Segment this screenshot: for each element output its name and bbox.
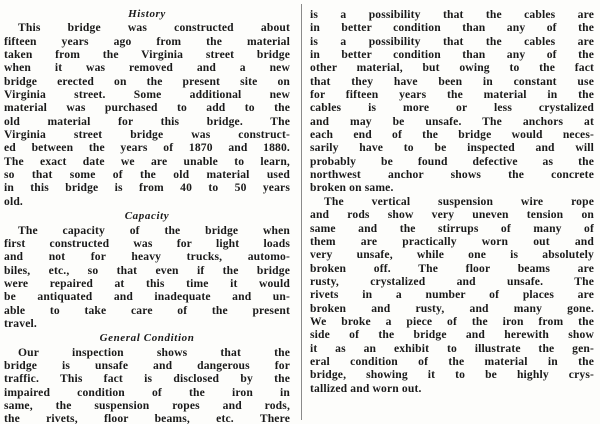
cables-line: and may be unsafe. The anchors at <box>310 114 594 128</box>
cables-line: probably be found defective as the <box>310 154 594 168</box>
history-line: taken from the Virginia street bridge <box>4 48 290 62</box>
general-condition-line: impaired condition of the iron in <box>4 385 290 399</box>
capacity-line: were repaired at this time it would <box>4 276 290 290</box>
suspension-line: We broke a piece of the iron from the <box>310 314 594 328</box>
cables-paragraph <box>310 8 594 195</box>
history-line: so that some of the old material used <box>4 168 290 182</box>
general-condition-line: Our inspection shows that the <box>18 345 290 359</box>
capacity-line: and not for heavy trucks, automo- <box>4 250 290 264</box>
general-condition-line: bridge is unsafe and dangerous for <box>4 358 290 372</box>
section-heading-capacity: Capacity <box>124 210 170 223</box>
history-line: material was purchased to add to the <box>4 101 290 115</box>
suspension-line: tallized and worn out. <box>310 381 422 395</box>
history-line: ed between the years of 1870 and 1880. <box>4 141 290 155</box>
cables-line: northwest anchor shows the concrete <box>310 168 594 182</box>
cables-line: other material, but owing to the fact <box>310 61 594 75</box>
section-heading-general-condition: General Condition <box>99 332 195 345</box>
history-line: when it was removed and a new <box>4 61 290 75</box>
cables-line: cables is more or less crystalized <box>310 101 594 115</box>
history-line: bridge erected on the present site on <box>4 74 290 88</box>
cables-line: each end of the bridge would neces- <box>310 128 594 142</box>
suspension-line: side of the bridge and herewith show <box>310 328 594 342</box>
cables-line: for fifteen years the material in the <box>310 88 594 102</box>
left-column <box>4 8 290 426</box>
history-line: Virginia street. Some additional new <box>4 88 290 102</box>
suspension-line: rivets in a number of places are <box>310 288 594 302</box>
history-line: in this bridge is from 40 to 50 years <box>4 181 290 195</box>
section-heading-history: History <box>128 8 166 20</box>
suspension-line: The vertical suspension wire rope <box>324 194 594 208</box>
cables-line: in better condition than any of the <box>310 21 594 35</box>
suspension-line: same and the stirrups of many of <box>310 221 594 235</box>
capacity-line: travel. <box>4 316 37 330</box>
cables-line: broken on same. <box>310 181 394 195</box>
suspension-paragraph <box>310 195 594 395</box>
history-line: This bridge was constructed about <box>18 21 290 35</box>
capacity-line: first constructed was for light loads <box>4 236 290 250</box>
capacity-line: The capacity of the bridge when <box>18 223 290 237</box>
history-line: old. <box>4 194 23 208</box>
general-condition-paragraph <box>4 346 290 426</box>
history-line: The exact date we are unable to learn, <box>4 154 290 168</box>
suspension-line: them are practically worn out and <box>310 234 594 248</box>
suspension-line: broken and rusty, and many gone. <box>310 301 594 315</box>
suspension-line: broken off. The floor beams are <box>310 261 594 275</box>
capacity-line: be antiquated and inadequate and un- <box>4 290 290 304</box>
suspension-line: it as an exhibit to illustrate the gen- <box>310 341 594 355</box>
cables-line: that they have been in constant use <box>310 74 594 88</box>
history-line: old material for this bridge. The <box>4 114 290 128</box>
cables-line: in better condition than any of the <box>310 48 594 62</box>
general-condition-line: the rivets, floor beams, etc. There <box>4 412 290 426</box>
history-line: fifteen years ago from the material <box>4 34 290 48</box>
capacity-paragraph <box>4 224 290 331</box>
capacity-line: able to take care of the present <box>4 303 290 317</box>
cables-line: is a possibility that the cables are <box>310 8 594 21</box>
suspension-line: and rods show very uneven tension on <box>310 208 594 222</box>
general-condition-line: same, the suspension ropes and rods, <box>4 398 290 412</box>
history-line: Virginia street bridge was construct- <box>4 128 290 142</box>
history-paragraph <box>4 21 290 208</box>
right-column <box>310 8 594 395</box>
suspension-line: bridge, showing it to be highly crys- <box>310 368 594 382</box>
cables-line: is a possibility that the cables are <box>310 34 594 48</box>
column-divider <box>301 4 302 420</box>
cables-line: sarily have to be inspected and will <box>310 141 594 155</box>
suspension-line: eral condition of the material in the <box>310 354 594 368</box>
suspension-line: very unsafe, while one is absolutely <box>310 248 594 262</box>
suspension-line: rusty, crystalized and unsafe. The <box>310 274 594 288</box>
capacity-line: biles, etc., so that even if the bridge <box>4 263 290 277</box>
general-condition-line: traffic. This fact is disclosed by the <box>4 372 290 386</box>
